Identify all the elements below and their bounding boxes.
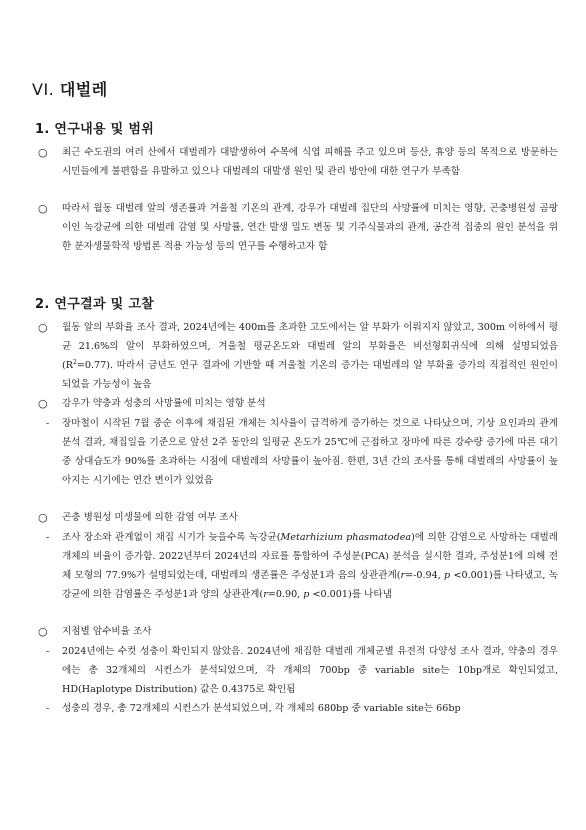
paragraph-text xyxy=(62,318,558,394)
subheading-results: 2. 연구결과 및 고찰 xyxy=(35,297,155,312)
dash-bullet-icon: - xyxy=(46,703,50,714)
paragraph-text: 따라서 월동 대벌레 알의 생존률과 겨울철 기온의 관계, 강우가 대벌레 집단의 사망률에 미치는 영향, 곤충병원성 곰팡이인 녹강균에 의한 대벌레 감염 및 사망률, 연간 발생 밀도 변동 및 기주식물과의 관계, 공간적 집중의 원인 분석을 위한 분자생물학적 방법론 적용 가능성 등의 연구를 수행하고자 함 xyxy=(62,203,558,252)
text-run: 조사 장소와 관계없이 채집 시기가 늦을수록 녹강균( xyxy=(62,532,281,543)
superscript: 2 xyxy=(72,358,77,366)
circle-bullet-icon: ○ xyxy=(38,511,48,524)
text-run: =0.77). 따라서 금년도 연구 결과에 기반할 때 겨울철 기온의 증가는 대벌레의 알 부화율 증가의 직접적인 원인이 되었을 가능성이 높음 xyxy=(62,360,558,390)
circle-bullet-icon: ○ xyxy=(38,202,48,215)
dash-bullet-icon: - xyxy=(46,532,50,543)
text-run: =-0.94, xyxy=(405,570,445,581)
italic-symbol: r xyxy=(400,570,406,581)
circle-bullet-icon: ○ xyxy=(38,146,48,159)
subitem-text: 성충의 경우, 총 72개체의 시컨스가 분석되었으며, 각 개체의 680bp 중 variable site는 66bp xyxy=(62,703,461,714)
paragraph-pathogen xyxy=(38,508,558,527)
paragraph-text: 지점별 암수비율 조사 xyxy=(62,626,152,637)
species-name: Metarhizium phasmatodea xyxy=(280,532,412,543)
paragraph-sex-ratio xyxy=(38,622,558,641)
subitem-pathogen xyxy=(46,528,558,604)
subitem-text: 장마철이 시작된 7월 중순 이후에 채집된 개체는 치사율이 급격하게 증가하는 것으로 나타났으며, 기상 요인과의 관계 분석 결과, 채집일을 기준으로 앞선 2주 동안의 일평균 온도가 25℃에 근접하고 장마에 따른 강수량 증가에 따른 대기 중 상대습도가 90%를 초과하는 시점에 대벌레의 사망률이 높아짐. 한편, 3년 간의 조사를 통해 대벌레의 사망률이 높아지는 시기에는 연간 변이가 있었음 xyxy=(62,418,558,486)
dash-bullet-icon: - xyxy=(46,418,50,429)
italic-symbol: p xyxy=(444,570,451,581)
text-run: 월동 알의 부화율 조사 결과, 2024년에는 400m를 초과한 고도에서는 알 부화가 이뤄지지 않았고, 300m 이하에서 평균 21.6%의 알이 부화하였으며, 겨울철 평균온도와 대벌레 알의 부화율은 비선형회귀식에 의해 설명되었음(R xyxy=(62,322,558,371)
subitem-genetic-nymph xyxy=(46,642,558,699)
paragraph-background xyxy=(38,143,558,181)
text-run: )에 의한 감염으로 사망하는 대벌레 개체의 비율이 증가함. 2022년부터 2024년의 자료를 통합하여 주성분(PCA) 분석을 실시한 결과, 주성분1에 의해 전체 모형의 77.9%가 설명되었는데, 대벌레의 생존률은 주성분1과 음의 상관관계( xyxy=(62,532,559,581)
paragraph-objective xyxy=(38,199,558,256)
paragraph-rainfall xyxy=(38,394,558,413)
circle-bullet-icon: ○ xyxy=(38,625,48,638)
paragraph-text: 강우가 약충과 성충의 사망률에 미치는 영향 분석 xyxy=(62,398,266,409)
subitem-text xyxy=(62,528,558,604)
section-heading xyxy=(32,77,108,100)
section-number: VI. xyxy=(32,80,55,99)
text-run: <0.001)를 나타냄 xyxy=(309,589,392,600)
paragraph-text: 곤충 병원성 미생물에 의한 감염 여부 조사 xyxy=(62,512,238,523)
subitem-genetic-adult xyxy=(46,699,558,718)
circle-bullet-icon: ○ xyxy=(38,321,48,334)
text-run: <0.001)를 나타냈고, 녹강균에 의한 감염률은 주성분1과 양의 상관관계( xyxy=(62,570,558,600)
subheading-scope: 1. 연구내용 및 범위 xyxy=(35,122,155,137)
subitem-text: 2024년에는 수컷 성충이 확인되지 않았음. 2024년에 채집한 대벌레 개체군별 유전적 다양성 조사 결과, 약충의 경우에는 총 32개체의 시컨스가 분석되었으며, 각 개체의 700bp 중 variable site는 10bp개로 확인되었고, HD(Haplotype Distribution) 값은 0.4375로 확인됨 xyxy=(62,646,558,695)
circle-bullet-icon: ○ xyxy=(38,397,48,410)
italic-symbol: p xyxy=(303,589,310,600)
paragraph-text: 최근 수도권의 여러 산에서 대벌레가 대발생하여 수목에 식엽 피해를 주고 있으며 등산, 휴양 등의 목적으로 방문하는 시민들에게 불편함을 유발하고 있으나 대벌레의 대발생 원인 및 관리 방안에 대한 연구가 부족함 xyxy=(62,147,558,177)
subitem-rainfall xyxy=(46,414,558,490)
italic-symbol: r xyxy=(263,589,268,600)
text-run: =0.90, xyxy=(267,589,304,600)
section-title: 대벌레 xyxy=(59,80,108,99)
paragraph-hatching xyxy=(38,318,558,394)
dash-bullet-icon: - xyxy=(46,646,50,657)
